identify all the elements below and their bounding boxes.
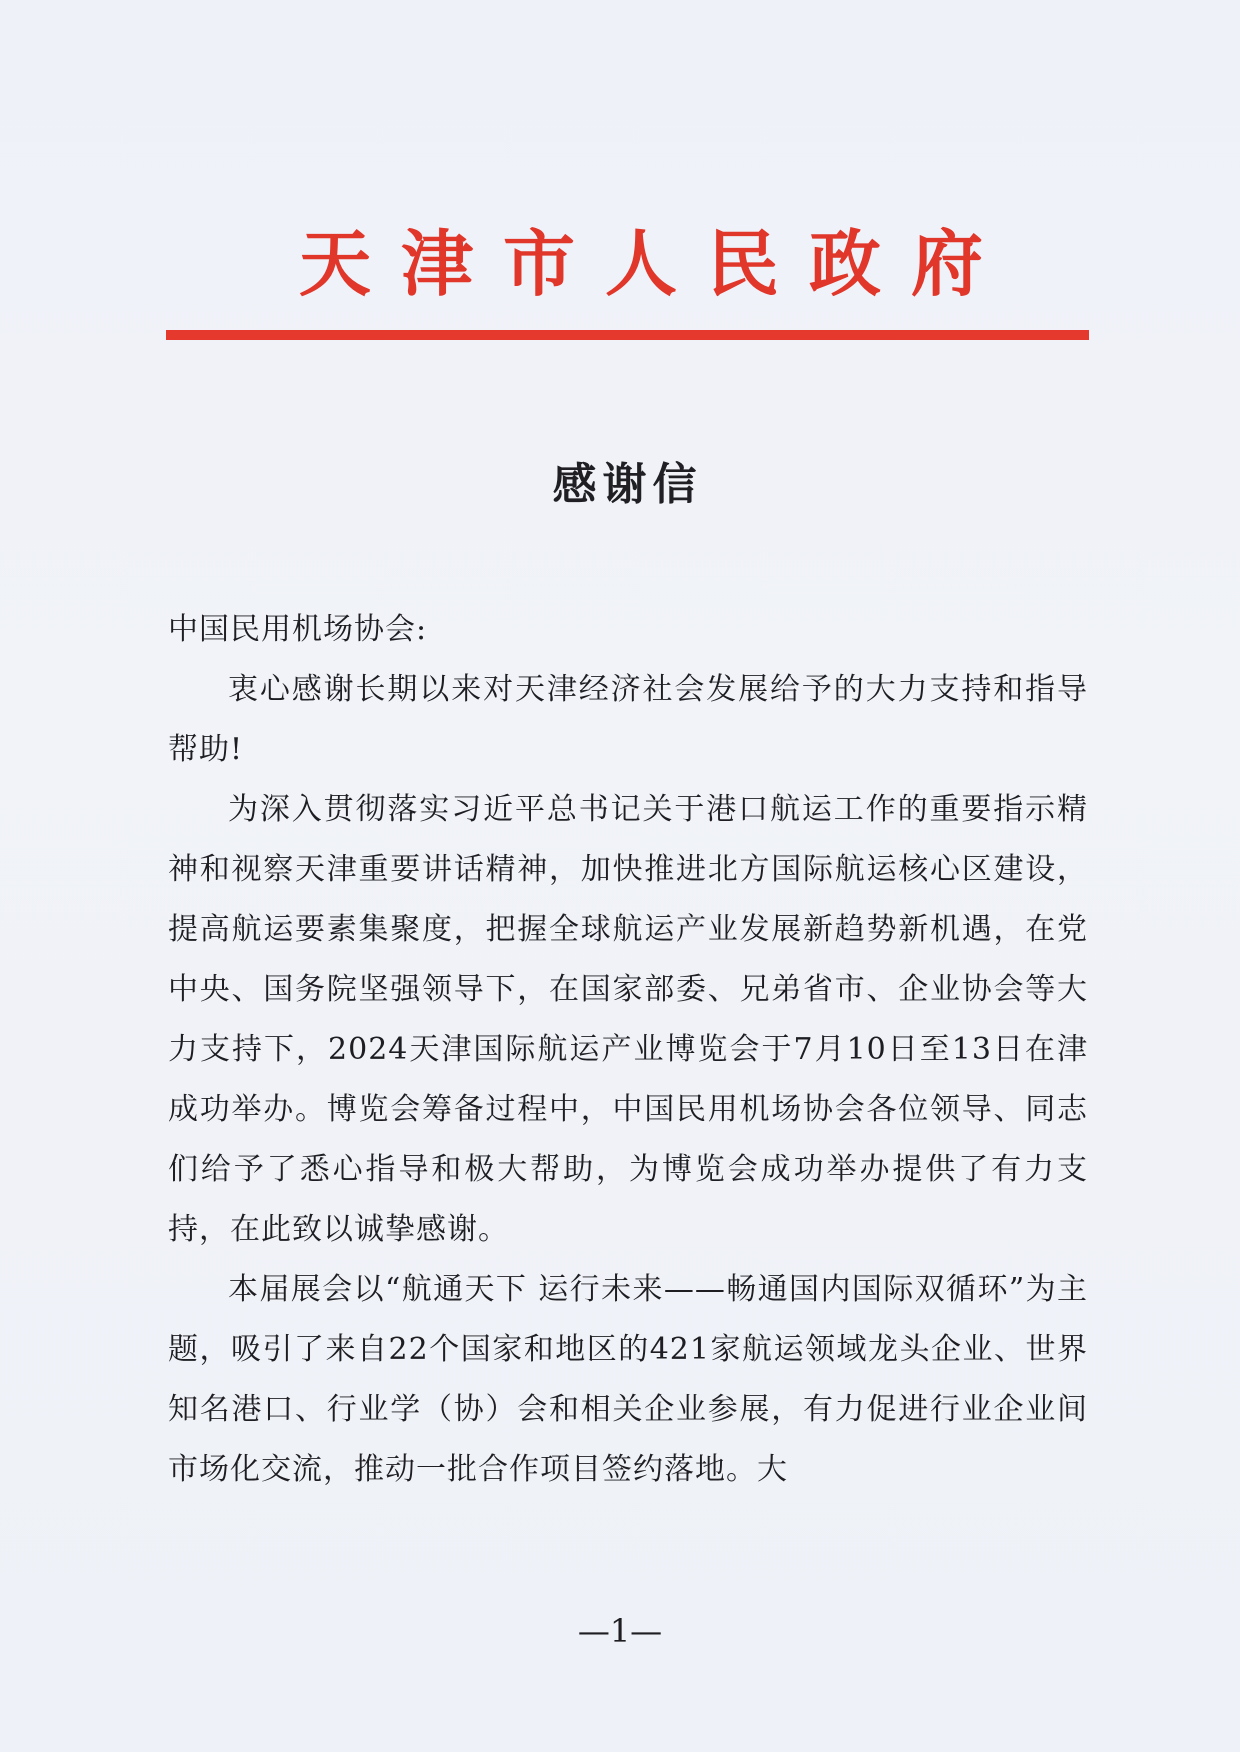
letterhead-red-rule bbox=[166, 330, 1089, 340]
page-number: —1— bbox=[577, 1612, 663, 1650]
letterhead-org-name: 天津市人民政府 bbox=[298, 221, 1013, 306]
salutation: 中国民用机场协会: bbox=[168, 612, 428, 647]
paragraph-3: 本届展会以“航通天下 运行未来——畅通国内国际双循环”为主题，吸引了来自22个国家和地区的421家航运领域龙头企业、世界知名港口、行业学（协）会和相关企业参展，有力促进行业企业间市场化交流，推动一批合作项目签约落地。大 bbox=[168, 1272, 1088, 1487]
paragraph-1: 衷心感谢长期以来对天津经济社会发展给予的大力支持和指导帮助! bbox=[168, 672, 1088, 767]
paragraph-2: 为深入贯彻落实习近平总书记关于港口航运工作的重要指示精神和视察天津重要讲话精神，加快推进北方国际航运核心区建设，提高航运要素集聚度，把握全球航运产业发展新趋势新机遇，在党中央、国务院坚强领导下，在国家部委、兄弟省市、企业协会等大力支持下，2024天津国际航运产业博览会于7月10日至13日在津成功举办。博览会筹备过程中，中国民用机场协会各位领导、同志们给予了悉心指导和极大帮助，为博览会成功举办提供了有力支持，在此致以诚挚感谢。 bbox=[168, 792, 1088, 1247]
letter-body bbox=[168, 600, 1088, 1500]
letter-title: 感谢信 bbox=[552, 459, 703, 510]
